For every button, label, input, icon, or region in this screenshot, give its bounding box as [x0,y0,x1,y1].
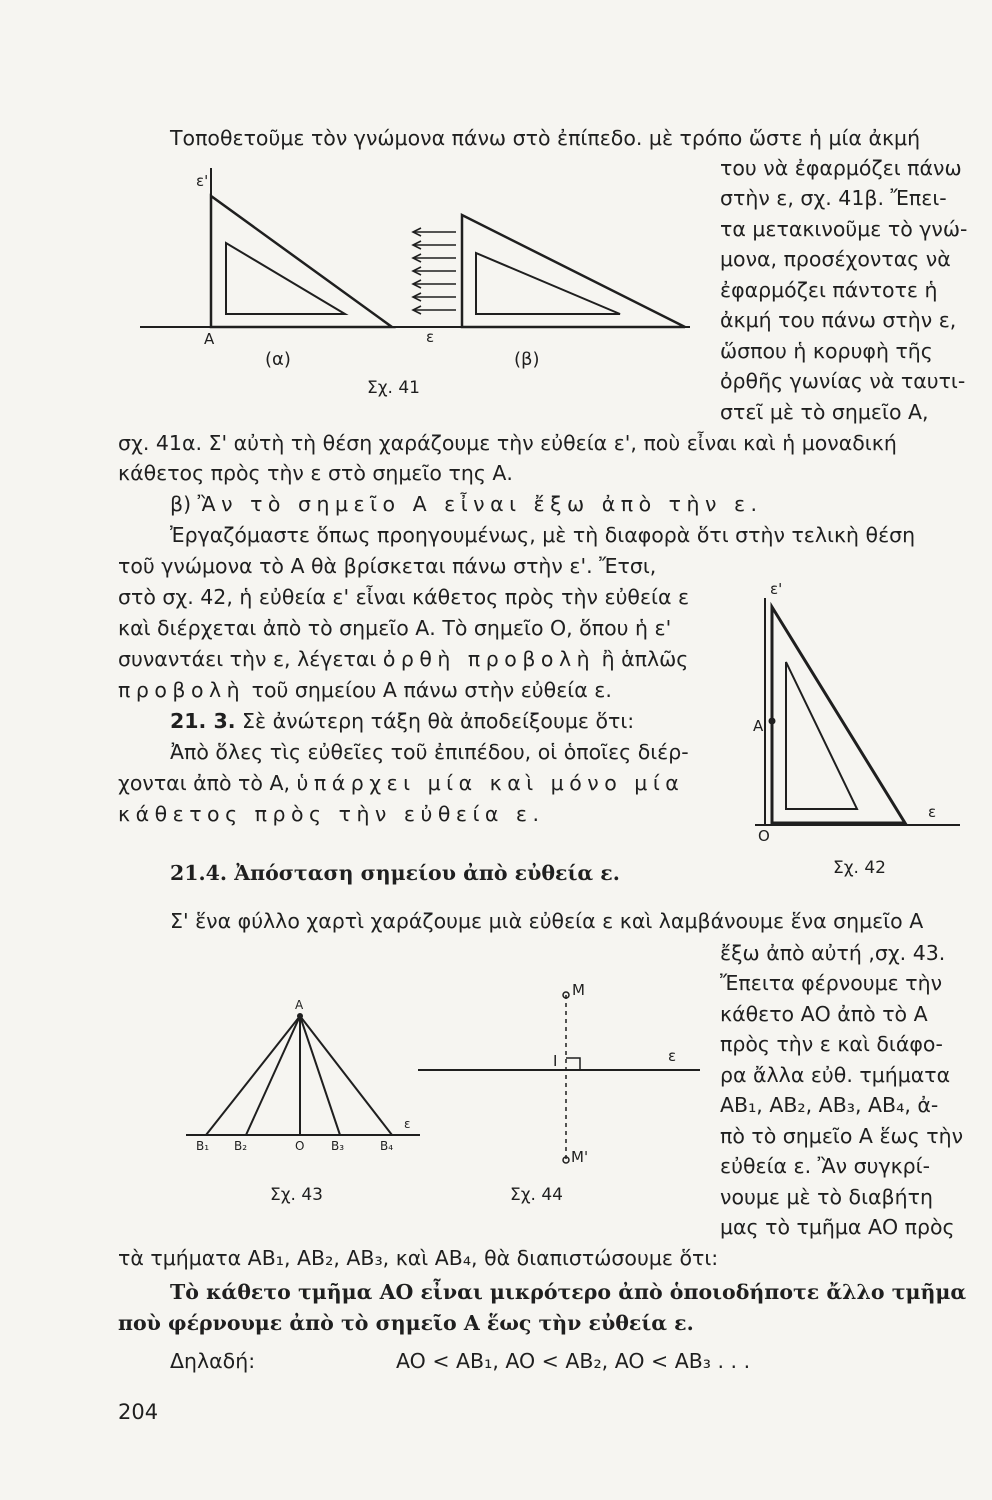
fig41-label-epsilon-prime: ε' [196,172,209,190]
fig42-label-O: O [758,827,770,845]
text-line: Σ' ἕνα φύλλο χαρτὶ χαράζουμε μιὰ εὐθεία ε καὶ λαμβάνουμε ἕνα σημεῖο Α [170,909,924,933]
fig41-label-A: A [204,330,215,348]
fig44-right-angle-mark [566,1058,580,1070]
text-line: πὸ τὸ σημεῖο Α ἕως τὴν [720,1124,964,1148]
text-line: ἀκμή του πάνω στὴν ε, [720,308,957,332]
bold-statement: ποὺ φέρνουμε ἀπὸ τὸ σημεῖο Α ἕως τὴν εὐθεία ε. [118,1311,694,1335]
fig41-part-a: (α) [265,349,291,370]
text-line: χονται ἀπὸ τὸ Α, ὑπάρχει μία καὶ μόνο μία [118,771,685,795]
text-line: νουμε μὲ τὸ διαβήτη [720,1185,933,1209]
fig43-segment-AB4 [300,1016,392,1135]
text-line: τὰ τμήματα AB₁, AB₂, AB₃, καὶ AB₄, θὰ διαπιστώσουμε ὅτι: [118,1246,719,1270]
text-line: ἐφαρμόζει πάντοτε ἡ [720,278,938,302]
fig44-label-I: I [553,1052,558,1070]
fig41b-set-square [462,215,685,327]
fig41a-set-square-inner [226,243,345,314]
page-number: 204 [118,1400,159,1424]
text-line: τοῦ γνώμονα τὸ Α θὰ βρίσκεται πάνω στὴν ε'. Ἔτσι, [118,554,657,578]
fig42-set-square-inner [786,662,857,809]
fig42-label-epsilon: ε [928,803,937,821]
text-line: κάθετος πρὸς τὴν εὐθεία ε. [118,802,545,826]
text-line: Ἀπὸ ὅλες τὶς εὐθεῖες τοῦ ἐπιπέδου, οἱ ὁποῖες διέρ- [170,740,689,764]
fig42-caption: Σχ. 42 [833,858,887,878]
text-line: στεῖ μὲ τὸ σημεῖο Α, [720,400,929,424]
fig42-point-A [769,718,776,725]
fig43-label-B3: B₃ [331,1139,345,1153]
text-line: AO < AB₁, AO < AB₂, AO < AB₃ . . . [396,1349,751,1373]
fig43-label-O: O [295,1139,305,1153]
section-heading: 21.4. Ἀπόσταση σημείου ἀπὸ εὐθεία ε. [170,861,620,885]
text-line: ὀρθῆς γωνίας νὰ ταυτι- [720,369,966,393]
bold-statement: Τὸ κάθετο τμῆμα ΑΟ εἶναι μικρότερο ἀπὸ ὁποιοδήποτε ἄλλο τμῆμα [170,1280,967,1304]
text-line: πρὸς τὴν ε καὶ διάφο- [720,1032,943,1056]
text-line: β) Ἂν τὸ σημεῖο Α εἶναι ἔξω ἀπὸ τὴν ε. [170,492,763,516]
fig41-caption: Σχ. 41 [367,378,421,398]
fig43-label-B1: B₁ [196,1139,210,1153]
text-line: μας τὸ τμῆμα ΑΟ πρὸς [720,1215,955,1239]
fig41-part-b: (β) [514,349,540,370]
text-line: σχ. 41α. Σ' αὐτὴ τὴ θέση χαράζουμε τὴν εὐθεία ε', ποὺ εἶναι καὶ ἡ μοναδική [118,431,897,455]
text-line: ρα ἄλλα εὐθ. τμήματα [720,1063,951,1087]
fig43-caption: Σχ. 43 [270,1185,324,1205]
text-line: στὸ σχ. 42, ἡ εὐθεία ε' εἶναι κάθετος πρὸς τὴν εὐθεία ε [118,585,690,609]
text-line: εὐθεία ε. Ἂν συγκρί- [720,1154,931,1178]
text-line: συναντάει τὴν ε, λέγεται ὀρθὴ προβολὴ ἢ ἁπλῶς [118,647,689,671]
text-line: Τοποθετοῦμε τὸν γνώμονα πάνω στὸ ἐπίπεδο. μὲ τρόπο ὥστε ἡ μία ἀκμή [170,126,921,150]
text-line: μονα, προσέχοντας νὰ [720,247,951,271]
text-line: στὴν ε, σχ. 41β. Ἔπει- [720,186,947,210]
text-line: Ἔπειτα φέρνουμε τὴν [720,971,943,995]
text-line: Ἐργαζόμαστε ὅπως προηγουμένως, μὲ τὴ διαφορὰ ὅτι στὴν τελικὴ θέση [170,523,916,547]
fig44-caption: Σχ. 44 [510,1185,564,1205]
fig43-segment-AB1 [206,1016,300,1135]
fig43-point-A [297,1013,303,1019]
text-line: του νὰ ἐφαρμόζει πάνω [720,156,962,180]
fig41-arrows [413,228,456,314]
fig44-label-M-prime: M' [571,1148,589,1166]
fig43-label-B2: B₂ [234,1139,248,1153]
text-line: κάθετος πρὸς τὴν ε στὸ σημεῖο της Α. [118,461,513,485]
fig42-label-epsilon-prime: ε' [770,580,783,598]
fig43-segment-AB3 [300,1016,340,1135]
text-line: ἔξω ἀπὸ αὐτή ,σχ. 43. [720,941,946,965]
text-line: κάθετο ΑΟ ἀπὸ τὸ Α [720,1002,928,1026]
fig43-label-A: A [295,998,304,1012]
fig41a-set-square [211,196,392,327]
text-line: καὶ διέρχεται ἀπὸ τὸ σημεῖο Α. Τὸ σημεῖο Ο, ὅπου ἡ ε' [118,616,672,640]
text-line: AB₁, AB₂, AB₃, AB₄, ἀ- [720,1093,939,1117]
fig44-label-M: M [572,981,585,999]
text-line: Δηλαδή: [170,1349,256,1373]
text-line: ὥσπου ἡ κορυφὴ τῆς [720,339,933,363]
text-line: 21. 3. Σὲ ἀνώτερη τάξη θὰ ἀποδείξουμε ὅτι: [170,709,635,733]
fig43-label-epsilon: ε [404,1117,411,1131]
fig42-label-A: A [753,717,764,735]
fig43-label-B4: B₄ [380,1139,394,1153]
fig42-set-square [772,607,905,823]
fig41-label-epsilon: ε [426,328,435,346]
text-line: τα μετακινοῦμε τὸ γνώ- [720,217,968,241]
fig44-label-epsilon: ε [668,1047,677,1065]
text-line: προβολὴ τοῦ σημείου Α πάνω στὴν εὐθεία ε. [118,678,612,702]
